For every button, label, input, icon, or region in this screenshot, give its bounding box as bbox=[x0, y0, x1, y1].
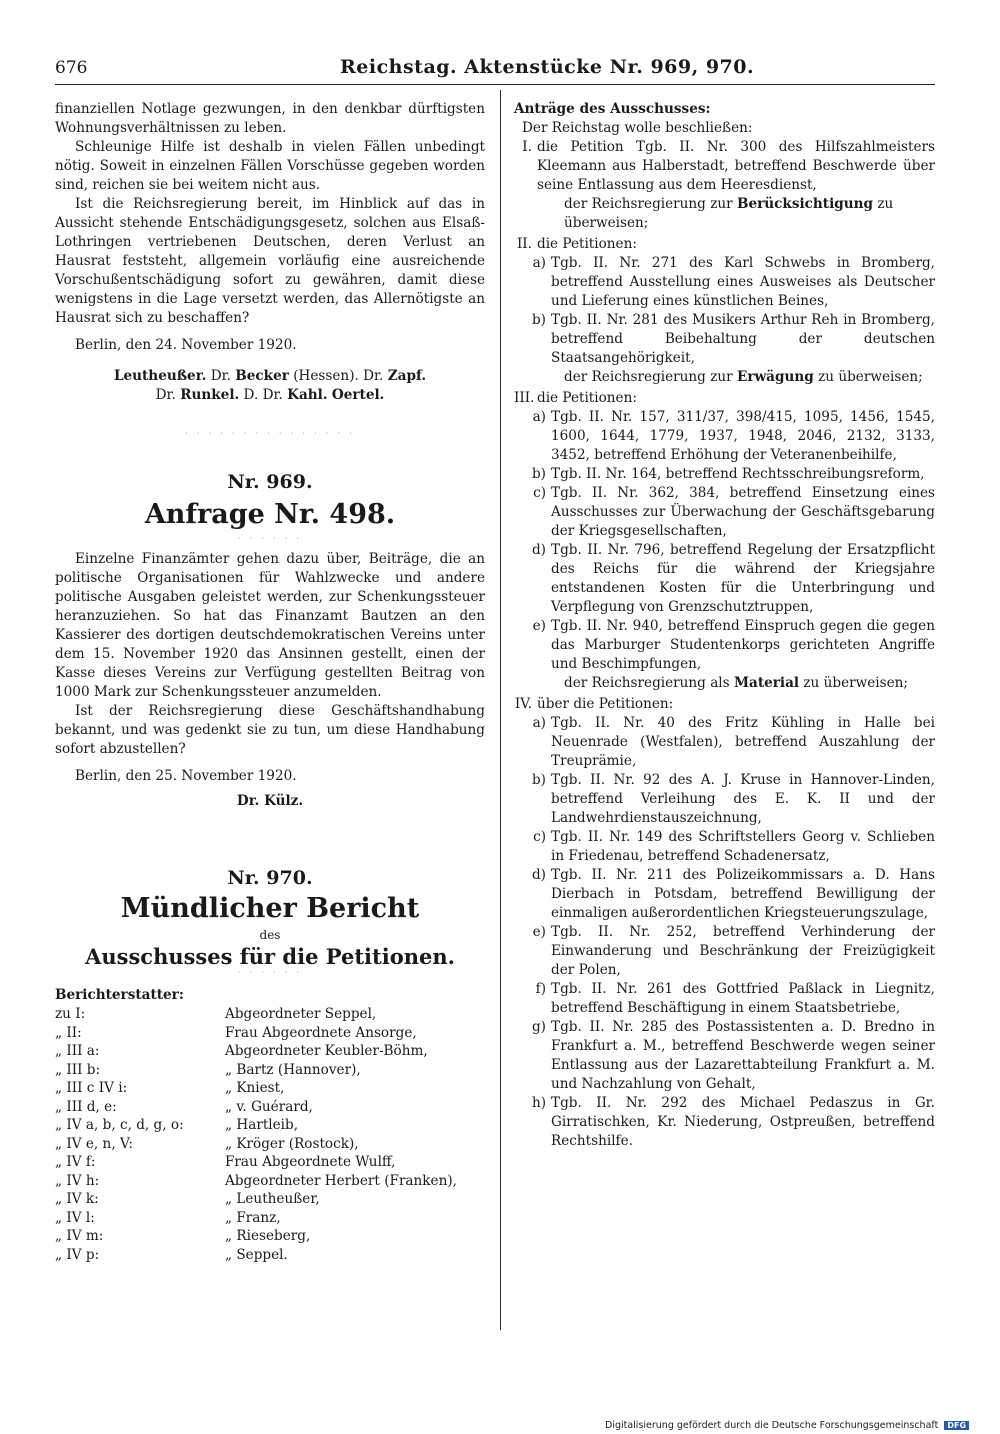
petition-item bbox=[514, 714, 935, 771]
reporter-row bbox=[55, 1116, 485, 1135]
signature-title: Dr. bbox=[155, 387, 176, 403]
reporter-row bbox=[55, 1005, 485, 1024]
reporter-row bbox=[55, 1135, 485, 1154]
petition-text: Tgb. II. Nr. 149 des Schriftstellers Georg v. Schlieben in Friedenau, betreffend Schadenersatz, bbox=[551, 829, 935, 864]
petition-label: d) bbox=[531, 542, 546, 558]
petition-text: Tgb. II. Nr. 157, 311/37, 398/415, 1095, 1456, 1545, 1600, 1644, 1779, 1937, 1948, 2046, 2132, 3133, 3452, betreffend Erhöhung der Veteranenbeihilfe, bbox=[551, 409, 935, 463]
motion-III bbox=[514, 389, 935, 408]
separator: · · · · · · bbox=[237, 968, 303, 978]
petition-label: d) bbox=[531, 867, 546, 883]
motion-IV bbox=[514, 695, 935, 714]
recommendation bbox=[514, 674, 935, 693]
petition-item bbox=[514, 828, 935, 866]
reporter-ref: „ IV f: bbox=[55, 1154, 96, 1170]
petition-text: Tgb. II. Nr. 261 des Gottfried Paßlack in Liegnitz, betreffend Beschäftigung in einem Staatsbetriebe, bbox=[551, 981, 935, 1016]
recommendation-text: zu überweisen; bbox=[803, 675, 909, 691]
left-column bbox=[55, 100, 485, 1264]
petition-text: Tgb. II. Nr. 40 des Fritz Kühling in Halle bei Neuenrade (Westfalen), betreffend Auszahlung der Treuprämie, bbox=[551, 715, 935, 769]
item-label: II. bbox=[516, 236, 532, 252]
reporter-ref: „ IV m: bbox=[55, 1228, 104, 1244]
petition-list bbox=[514, 714, 935, 1151]
motion-I bbox=[514, 138, 935, 195]
header-rule bbox=[55, 84, 935, 85]
petition-item bbox=[514, 1018, 935, 1094]
reporter-name: Abgeordneter Seppel, bbox=[225, 1006, 377, 1022]
petition-label: a) bbox=[532, 715, 546, 731]
petition-text: Tgb. II. Nr. 164, betreffend Rechtsschreibungsreform, bbox=[551, 466, 925, 482]
recommendation-text: der Reichsregierung als bbox=[564, 675, 730, 691]
reporter-ref: „ II: bbox=[55, 1024, 82, 1041]
petition-text: Tgb. II. Nr. 292 des Michael Pedaszus in Gr. Girratischken, Kr. Niederung, Ostpreußen, betreffend Rechtshilfe. bbox=[551, 1095, 935, 1149]
reporter-name: „ Seppel. bbox=[225, 1246, 288, 1263]
reporter-ref: „ IV k: bbox=[55, 1191, 99, 1207]
footer bbox=[605, 1420, 969, 1431]
recommendation-keyword: Berücksichtigung bbox=[736, 196, 874, 212]
petition-label: g) bbox=[531, 1019, 546, 1035]
section-subtitle: Ausschusses für die Petitionen. bbox=[85, 944, 455, 969]
reporter-row bbox=[55, 1024, 485, 1043]
signatures bbox=[55, 367, 485, 405]
reporter-row bbox=[55, 1079, 485, 1098]
right-column bbox=[514, 100, 935, 1151]
section-title: Anfrage Nr. 498. bbox=[144, 499, 396, 530]
title-connector: des bbox=[259, 928, 281, 942]
reporter-name: Frau Abgeordnete Wulff, bbox=[225, 1154, 396, 1170]
reporter-row bbox=[55, 1227, 485, 1246]
petition-label: h) bbox=[531, 1095, 546, 1111]
recommendation-text: der Reichsregierung zur bbox=[564, 369, 733, 385]
signature: Dr. Külz. bbox=[236, 793, 304, 809]
reporter-row bbox=[55, 1098, 485, 1117]
signature: Oertel. bbox=[331, 387, 385, 403]
page-number: 676 bbox=[55, 58, 88, 78]
petition-text: Tgb. II. Nr. 362, 384, betreffend Einsetzung eines Ausschusses zur Überwachung der Geschäftsgebarung der Kriegsgesellschaften, bbox=[551, 485, 935, 539]
reporter-ref: „ III a: bbox=[55, 1043, 100, 1059]
recommendation-keyword: Material bbox=[733, 675, 800, 691]
petition-label: c) bbox=[533, 485, 546, 501]
section-number: Nr. 970. bbox=[227, 867, 313, 889]
reporter-ref: zu I: bbox=[55, 1006, 86, 1022]
signature-suffix: (Hessen). bbox=[293, 368, 359, 384]
petition-label: a) bbox=[532, 409, 546, 425]
paragraph: finanziellen Notlage gezwungen, in den denkbar dürftigsten Wohnungsverhältnissen zu leben. bbox=[55, 101, 485, 136]
item-head: die Petitionen: bbox=[537, 390, 637, 406]
signature: Becker bbox=[235, 368, 289, 384]
paragraph: Einzelne Finanzämter gehen dazu über, Beiträge, die an politische Organisationen für Wahlzwecke und andere politische Ausgaben geleistet werden, zur Schenkungssteuer heranzuziehen. So hat das Finanzamt Bautzen an den Kassierer des dortigen deutschdemokratischen Vereins unter dem 15. November 1920 das Ansinnen gestellt, einen der Kasse dieses Vereins zur Verfügung gestellten Beitrag von 1000 Mark zur Schenkungssteuer anzumelden. bbox=[55, 551, 485, 700]
petition-text: Tgb. II. Nr. 271 des Karl Schwebs in Bromberg, betreffend Ausstellung eines Ausweises als Deutscher und Lieferung eines künstlichen Beines, bbox=[551, 255, 935, 309]
section-number: Nr. 969. bbox=[227, 471, 313, 493]
petition-label: b) bbox=[531, 772, 546, 788]
petition-item bbox=[514, 923, 935, 980]
petition-item bbox=[514, 465, 935, 484]
petition-label: f) bbox=[535, 981, 546, 997]
recommendation-text: zu überweisen; bbox=[818, 369, 923, 385]
reporters-heading: Berichterstatter: bbox=[55, 987, 184, 1003]
footer-text: Digitalisierung gefördert durch die Deutsche Forschungsgemeinschaft bbox=[605, 1420, 939, 1431]
petition-label: b) bbox=[531, 312, 546, 328]
petition-text: Tgb. II. Nr. 252, betreffend Verhinderung der Einwanderung und Beschränkung der Freizügigkeit der Polen, bbox=[551, 924, 935, 978]
signature-title: Dr. bbox=[210, 368, 231, 384]
petition-item bbox=[514, 617, 935, 674]
petition-label: c) bbox=[533, 829, 546, 845]
petition-item bbox=[514, 541, 935, 617]
signature-title: Dr. bbox=[363, 368, 384, 384]
reporter-name: Abgeordneter Keubler-Böhm, bbox=[225, 1043, 428, 1059]
item-label: I. bbox=[522, 139, 532, 155]
reporter-ref: „ IV l: bbox=[55, 1209, 95, 1226]
petition-item bbox=[514, 254, 935, 311]
motions-heading: Anträge des Ausschusses: bbox=[514, 101, 711, 117]
petition-item bbox=[514, 771, 935, 828]
reporter-name: „ Kröger (Rostock), bbox=[225, 1135, 359, 1152]
dfg-logo: DFG bbox=[944, 1421, 969, 1430]
recommendation-keyword: Erwägung bbox=[736, 369, 814, 385]
reporter-row bbox=[55, 1246, 485, 1265]
date-line: Berlin, den 25. November 1920. bbox=[75, 768, 297, 784]
signature: Runkel. bbox=[180, 387, 240, 403]
signature: Zapf. bbox=[387, 368, 427, 384]
petition-label: a) bbox=[532, 255, 546, 271]
petition-item bbox=[514, 311, 935, 368]
reporter-ref: „ III d, e: bbox=[55, 1098, 117, 1115]
motion-II bbox=[514, 235, 935, 254]
reporter-name: „ v. Guérard, bbox=[225, 1098, 313, 1115]
recommendation-text: der Reichsregierung zur bbox=[564, 196, 733, 212]
reporter-name: „ Franz, bbox=[225, 1209, 281, 1226]
reporter-row bbox=[55, 1061, 485, 1080]
petition-item bbox=[514, 408, 935, 465]
petition-item bbox=[514, 866, 935, 923]
signature: Leutheußer. bbox=[113, 368, 207, 384]
reporter-name: „ Rieseberg, bbox=[225, 1228, 311, 1244]
paragraph: Ist der Reichsregierung diese Geschäftshandhabung bekannt, und was gedenkt sie zu tun, um diese Handhabung sofort abzustellen? bbox=[55, 703, 485, 757]
reporter-ref: „ III b: bbox=[55, 1061, 101, 1078]
paragraph: Schleunige Hilfe ist deshalb in vielen Fällen unbedingt nötig. Soweit in einzelnen Fällen Vorschüsse gegeben worden sind, reichen sie bei weitem nicht aus. bbox=[55, 139, 485, 193]
petition-text: Tgb. II. Nr. 285 des Postassistenten a. D. Bredno in Frankfurt a. M., betreffend Beschwerde wegen seiner Entlassung aus der Lazarettabteilung Frankfurt a. M. und Nachzahlung von Gehalt, bbox=[551, 1019, 935, 1092]
reporter-name: „ Hartleib, bbox=[225, 1117, 299, 1133]
section-title: Mündlicher Bericht bbox=[120, 893, 420, 924]
petition-label: b) bbox=[531, 466, 546, 482]
recommendation bbox=[514, 195, 935, 233]
separator: · · · · · · · · · · · · · · · bbox=[185, 429, 355, 439]
signature-title: D. Dr. bbox=[243, 387, 283, 403]
reporter-row bbox=[55, 1042, 485, 1061]
motions-intro: Der Reichstag wolle beschließen: bbox=[522, 120, 753, 136]
signature: Kahl. bbox=[287, 387, 328, 403]
petition-text: Tgb. II. Nr. 281 des Musikers Arthur Reh in Bromberg, betreffend Beibehaltung der deutschen Staatsangehörigkeit, bbox=[551, 312, 935, 366]
recommendation bbox=[514, 368, 935, 387]
item-head: die Petitionen: bbox=[537, 236, 637, 252]
reporter-ref: „ IV p: bbox=[55, 1246, 100, 1263]
petition-list bbox=[514, 408, 935, 674]
recommendation-text: zu überweisen; bbox=[564, 196, 894, 231]
reporter-ref: „ IV e, n, V: bbox=[55, 1135, 133, 1152]
petition-label: e) bbox=[532, 924, 546, 940]
reporter-row bbox=[55, 1209, 485, 1228]
item-head: über die Petitionen: bbox=[537, 696, 674, 712]
reporters-list bbox=[55, 1005, 485, 1264]
running-head: Reichstag. Aktenstücke Nr. 969, 970. bbox=[340, 56, 755, 78]
petition-item bbox=[514, 1094, 935, 1151]
petition-text: Tgb. II. Nr. 796, betreffend Regelung der Ersatzpflicht des Reichs für die während der Kriegsjahre entstandenen Kosten für die Unterbringung und Verpflegung von Grenzschutztruppen, bbox=[551, 542, 935, 615]
reporter-row bbox=[55, 1190, 485, 1209]
item-label: IV. bbox=[514, 696, 532, 712]
petition-text: Tgb. II. Nr. 940, betreffend Einspruch gegen die gegen das Marburger Studentenkorps gerichteten Angriffe und Beschimpfungen, bbox=[551, 618, 935, 672]
reporter-ref: „ III c IV i: bbox=[55, 1080, 128, 1096]
petition-item bbox=[514, 484, 935, 541]
reporter-name: „ Bartz (Hannover), bbox=[225, 1061, 361, 1078]
column-divider bbox=[500, 90, 501, 1330]
petition-text: Tgb. II. Nr. 211 des Polizeikommissars a. D. Hans Dierbach in Potsdam, betreffend Bewilligung der einmaligen außerordentlichen Kriegsteuerungszulage, bbox=[551, 867, 935, 921]
reporter-row bbox=[55, 1172, 485, 1191]
reporter-name: Frau Abgeordnete Ansorge, bbox=[225, 1024, 417, 1041]
reporter-name: „ Kniest, bbox=[225, 1080, 285, 1096]
item-text: die Petition Tgb. II. Nr. 300 des Hilfszahlmeisters Kleemann aus Halberstadt, betreffend Beschwerde über seine Entlassung aus dem Heeresdienst, bbox=[537, 139, 935, 193]
petition-label: e) bbox=[532, 618, 546, 634]
reporter-ref: „ IV h: bbox=[55, 1172, 100, 1189]
paragraph: Ist die Reichsregierung bereit, im Hinblick auf das in Aussicht stehende Entschädigungsgesetz, solchen aus Elsaß-Lothringen vertriebenen Deutschen, deren Verlust an Hausrat feststeht, allgemein vorläufig eine ausreichende Vorschußentschädigung sofort zu gewähren, damit diese wenigstens in die Lage versetzt werden, das Allernötigste an Hausrat sich zu beschaffen? bbox=[55, 196, 485, 326]
reporter-name: Abgeordneter Herbert (Franken), bbox=[225, 1172, 457, 1189]
petition-text: Tgb. II. Nr. 92 des A. J. Kruse in Hannover-Linden, betreffend Verleihung des E. K. II und der Landwehrdienstauszeichnung, bbox=[551, 772, 935, 826]
reporter-name: „ Leutheußer, bbox=[225, 1191, 320, 1207]
reporter-row bbox=[55, 1153, 485, 1172]
reporter-ref: „ IV a, b, c, d, g, o: bbox=[55, 1117, 184, 1133]
petition-list bbox=[514, 254, 935, 368]
petition-item bbox=[514, 980, 935, 1018]
separator: · · · · · · bbox=[237, 534, 303, 544]
date-line: Berlin, den 24. November 1920. bbox=[75, 337, 297, 353]
item-label: III. bbox=[514, 390, 535, 406]
